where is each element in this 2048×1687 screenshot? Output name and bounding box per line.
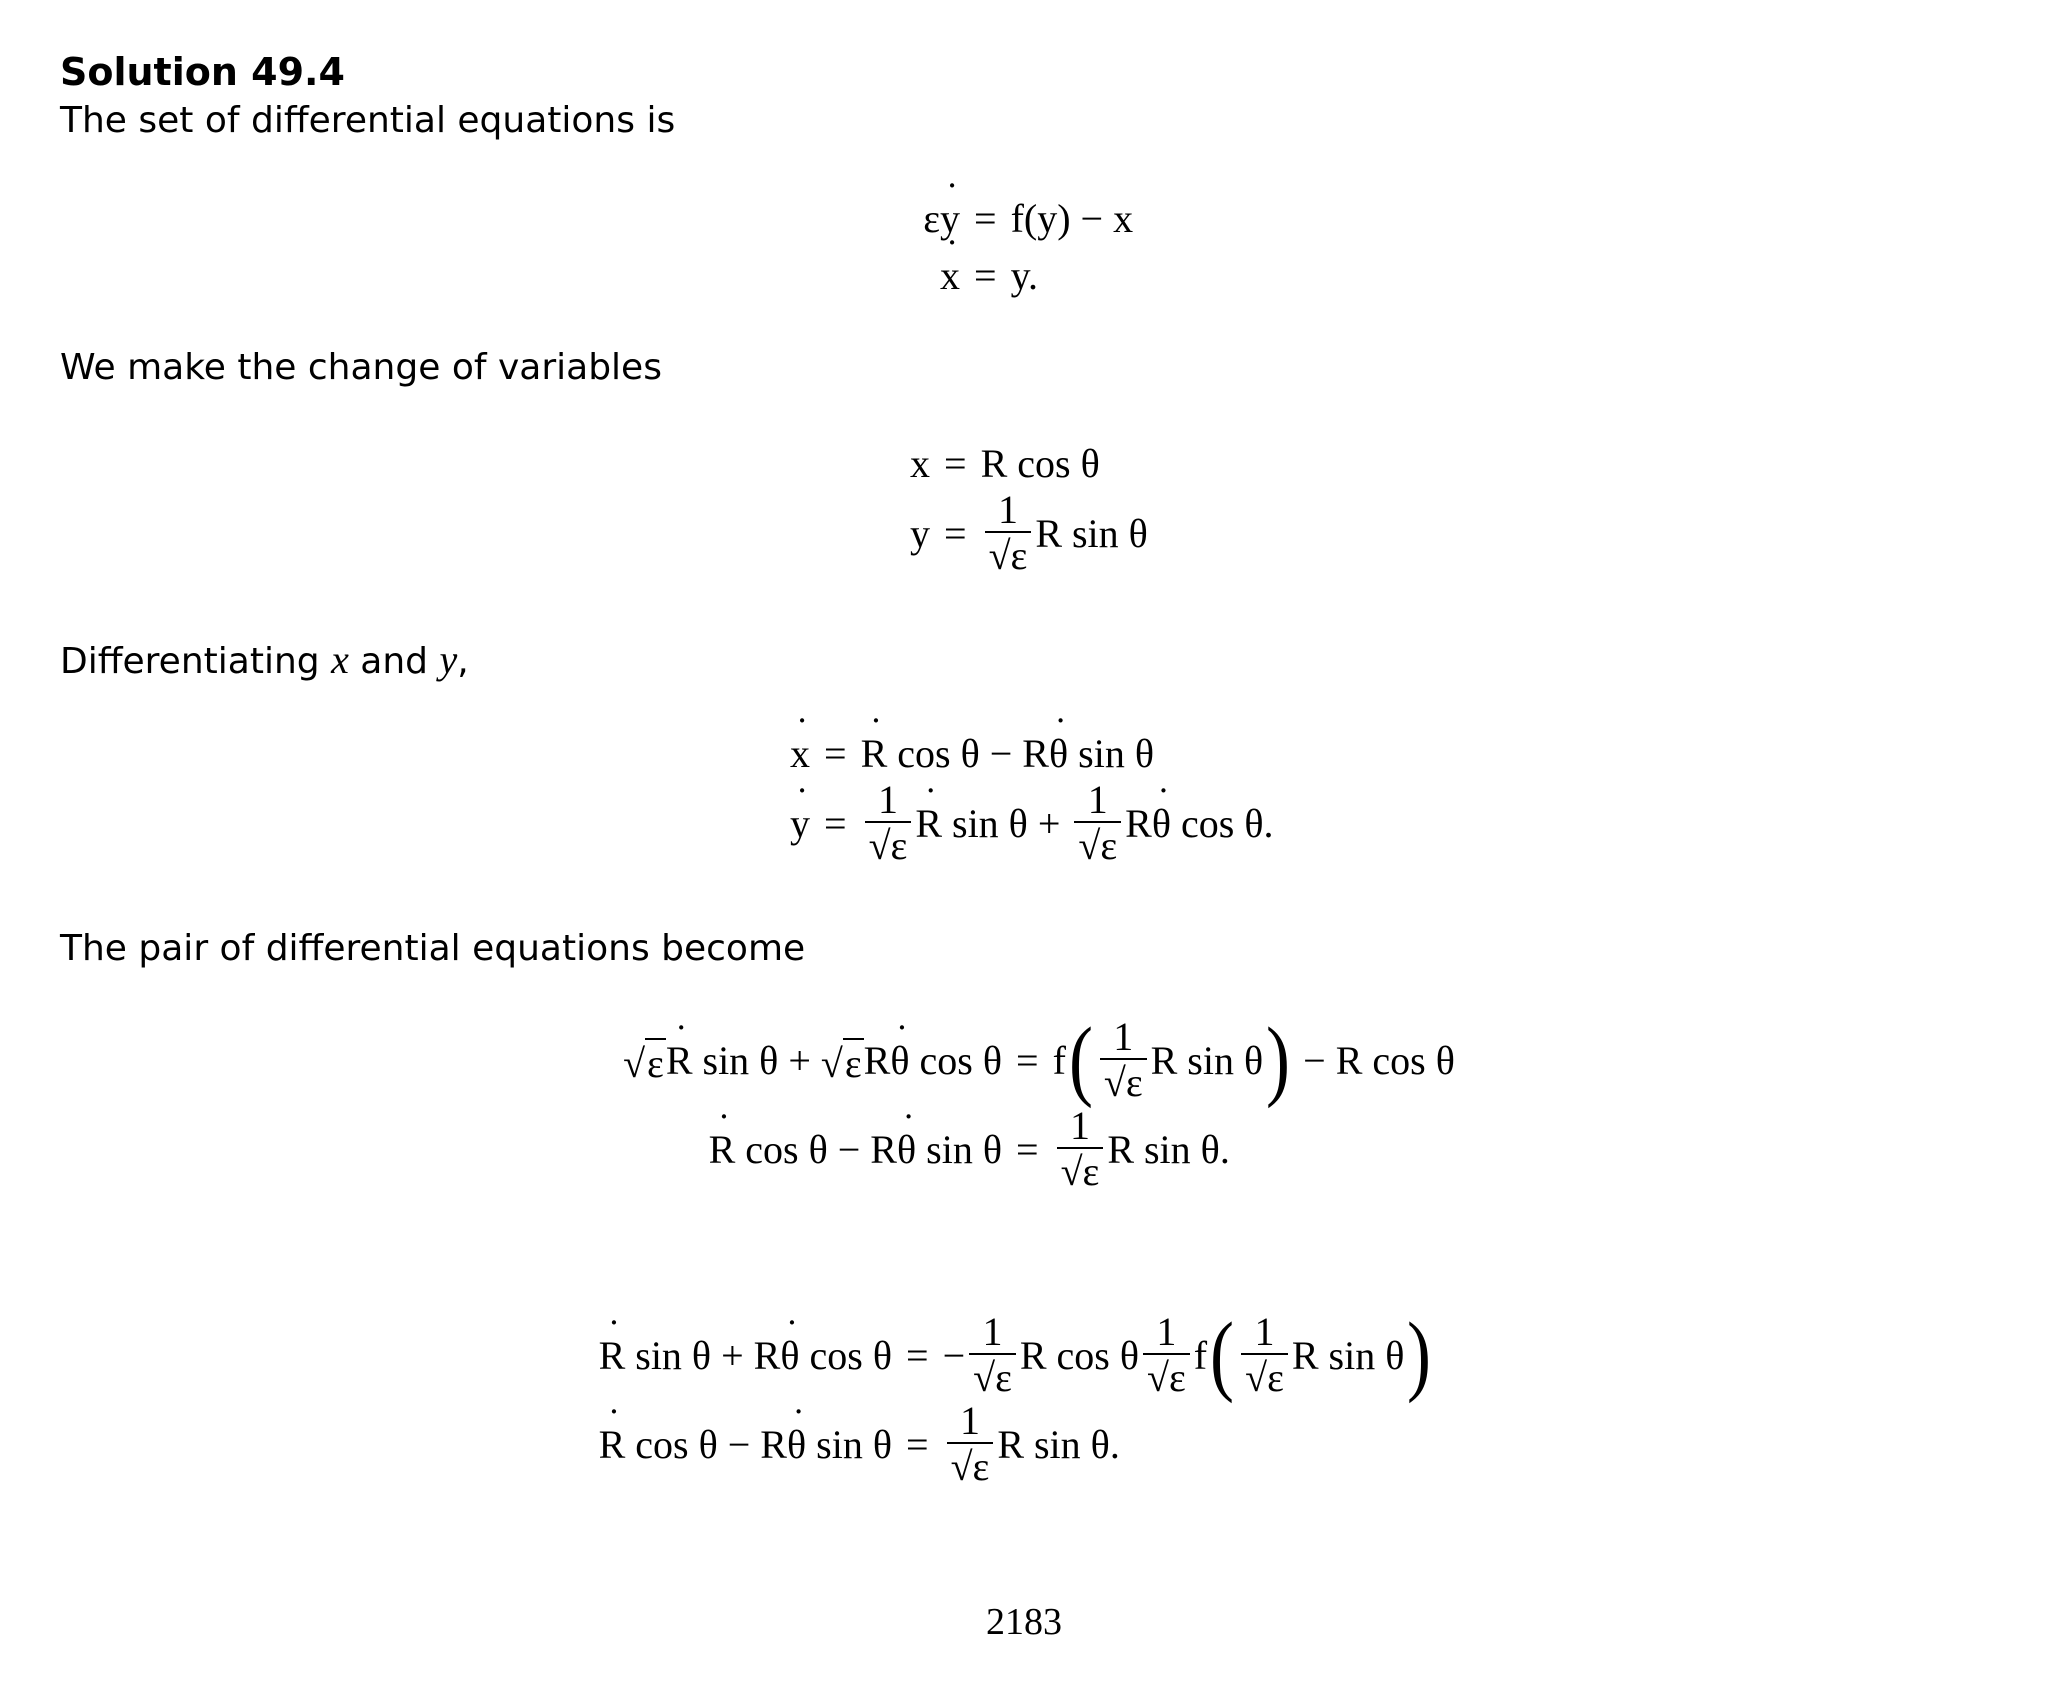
text-span: Differentiating — [60, 641, 320, 682]
eq-rhs: f(y) − x — [1010, 196, 1134, 241]
sqrt-sign: √ — [868, 823, 891, 868]
eq-symbol: R ˙ — [599, 1421, 626, 1468]
sqrt — [821, 1034, 864, 1087]
paragraph-intro: The set of differential equations is — [60, 100, 676, 141]
fraction — [1074, 779, 1121, 867]
sqrt-sign: √ — [1078, 823, 1101, 868]
fraction-numerator: 1 — [959, 1398, 980, 1443]
eq-symbol: R — [870, 1126, 897, 1172]
eq-symbol: θ ˙ — [890, 1037, 909, 1084]
eq-term: R cos θ — [1019, 1332, 1140, 1378]
eq-symbol: R ˙ — [861, 730, 888, 777]
epsilon: ε — [1125, 1060, 1143, 1105]
sqrt-sign: √ — [988, 533, 1011, 578]
solution-heading: Solution 49.4 — [60, 50, 345, 94]
eq-symbol: f — [1052, 1037, 1066, 1083]
eq-lhs: y — [910, 510, 930, 556]
sqrt-sign: √ — [820, 1040, 843, 1086]
equation-system-original — [900, 195, 1133, 299]
eq-term: R sin θ — [1291, 1332, 1405, 1378]
epsilon: ε — [1169, 1355, 1186, 1400]
epsilon: ε — [1010, 533, 1028, 578]
sqrt — [623, 1034, 666, 1087]
paragraph-change-variables: We make the change of variables — [60, 347, 662, 388]
sqrt-sign: √ — [1245, 1355, 1268, 1400]
equation-row — [900, 489, 1148, 577]
sqrt-sign: √ — [1147, 1355, 1169, 1400]
eq-symbol: R — [1125, 800, 1152, 846]
paragraph-pair-become: The pair of differential equations become — [60, 928, 806, 969]
math-variable: y — [439, 637, 458, 682]
fraction-numerator: 1 — [1254, 1309, 1275, 1354]
eq-term: cos θ − — [887, 731, 1023, 776]
fraction-numerator: 1 — [877, 777, 898, 822]
eq-relation: = — [974, 253, 997, 298]
fraction — [969, 1311, 1016, 1399]
eq-symbol: θ ˙ — [1049, 730, 1068, 777]
right-paren: ) — [1266, 1010, 1291, 1109]
eq-term: R sin θ. — [1107, 1126, 1230, 1172]
eq-term: R sin θ — [1150, 1037, 1264, 1083]
eq-symbol: f — [1193, 1332, 1208, 1378]
eq-symbol: θ ˙ — [897, 1126, 916, 1173]
fraction-numerator: 1 — [982, 1309, 1003, 1354]
fraction — [985, 489, 1032, 577]
eq-term: cos θ — [799, 1332, 892, 1378]
equation-row — [592, 1105, 1455, 1193]
eq-relation: = — [906, 1421, 929, 1467]
math-variable: x — [331, 637, 349, 682]
eq-relation: = — [1016, 1126, 1039, 1172]
eq-rhs: R sin θ — [1035, 510, 1148, 556]
fraction-numerator: 1 — [997, 487, 1018, 532]
equation-system-rearranged — [592, 1305, 1434, 1489]
eq-term: − R cos θ — [1293, 1037, 1455, 1083]
equation-row — [900, 440, 1148, 487]
equation-row — [780, 730, 1274, 777]
eq-rhs: y. — [1010, 253, 1038, 298]
eq-term: sin θ — [916, 1126, 1002, 1172]
left-paren: ( — [1210, 1305, 1235, 1404]
eq-lhs: x — [910, 441, 930, 486]
eq-relation: = — [944, 441, 967, 486]
eq-symbol: R — [1022, 731, 1049, 776]
eq-relation: = — [906, 1332, 929, 1378]
eq-symbol: R — [760, 1421, 787, 1467]
eq-relation: = — [824, 800, 847, 846]
eq-symbol: θ ˙ — [780, 1332, 799, 1379]
eq-term: sin θ + — [942, 800, 1071, 846]
eq-term: cos θ − — [735, 1126, 871, 1172]
epsilon: ε — [645, 1038, 666, 1087]
sqrt-sign: √ — [950, 1444, 973, 1489]
fraction — [1143, 1311, 1190, 1399]
eq-symbol: R ˙ — [709, 1126, 736, 1173]
fraction — [1057, 1105, 1104, 1193]
equation-row — [592, 1400, 1434, 1488]
eq-symbol: θ ˙ — [787, 1421, 806, 1468]
equation-row — [900, 195, 1133, 242]
equation-row — [900, 252, 1133, 299]
fraction — [947, 1400, 994, 1488]
eq-relation: = — [944, 510, 967, 556]
paragraph-differentiating — [60, 636, 469, 683]
equation-row — [592, 1305, 1434, 1404]
eq-symbol: R ˙ — [666, 1037, 693, 1084]
eq-term: sin θ + — [625, 1332, 754, 1378]
fraction — [865, 779, 912, 867]
fraction-numerator: 1 — [1113, 1014, 1134, 1059]
eq-symbol: x ˙ — [940, 252, 960, 299]
eq-relation: = — [974, 196, 997, 241]
eq-term: R sin θ. — [997, 1421, 1120, 1467]
epsilon: ε — [995, 1355, 1012, 1400]
eq-symbol: θ ˙ — [1152, 800, 1171, 847]
fraction — [1241, 1311, 1288, 1399]
left-paren: ( — [1068, 1010, 1093, 1109]
sqrt-sign: √ — [1103, 1060, 1126, 1105]
eq-term: cos θ. — [1171, 800, 1274, 846]
eq-symbol: R — [753, 1332, 781, 1378]
equation-system-transformed — [592, 1010, 1455, 1194]
fraction-numerator: 1 — [1069, 1103, 1090, 1148]
epsilon: ε — [972, 1444, 990, 1489]
equation-system-change-of-variables — [900, 440, 1148, 577]
eq-symbol: R ˙ — [915, 800, 942, 847]
eq-relation: = — [1016, 1037, 1039, 1083]
fraction-numerator: 1 — [1087, 777, 1108, 822]
text-span: and — [360, 641, 429, 682]
eq-symbol: ε — [923, 196, 940, 241]
fraction — [1100, 1016, 1147, 1104]
eq-symbol: y ˙ — [790, 800, 810, 847]
eq-symbol: R — [863, 1037, 891, 1083]
text-span: , — [457, 641, 469, 682]
eq-symbol: y ˙ — [940, 195, 960, 242]
sqrt-sign: √ — [973, 1355, 996, 1400]
fraction-numerator: 1 — [1156, 1309, 1177, 1354]
equation-row — [592, 1010, 1455, 1109]
eq-symbol: R ˙ — [599, 1332, 626, 1379]
eq-term: sin θ — [806, 1421, 892, 1467]
epsilon: ε — [843, 1038, 864, 1087]
epsilon: ε — [1267, 1355, 1284, 1400]
epsilon: ε — [1100, 823, 1118, 868]
eq-relation: = — [824, 731, 847, 776]
eq-term: sin θ — [1068, 731, 1154, 776]
page-number: 2183 — [986, 1601, 1062, 1643]
epsilon: ε — [890, 823, 908, 868]
sqrt-sign: √ — [1060, 1149, 1083, 1194]
right-paren: ) — [1407, 1305, 1432, 1404]
eq-term: cos θ − — [625, 1421, 761, 1467]
sqrt-sign: √ — [623, 1040, 646, 1086]
eq-term: cos θ — [909, 1037, 1002, 1083]
eq-symbol: x ˙ — [790, 730, 810, 777]
epsilon: ε — [1082, 1149, 1100, 1194]
eq-rhs: R cos θ — [980, 441, 1100, 486]
equation-row — [780, 779, 1274, 867]
minus-sign: − — [942, 1332, 966, 1378]
equation-system-derivatives — [780, 730, 1274, 867]
eq-term: sin θ + — [692, 1037, 821, 1083]
